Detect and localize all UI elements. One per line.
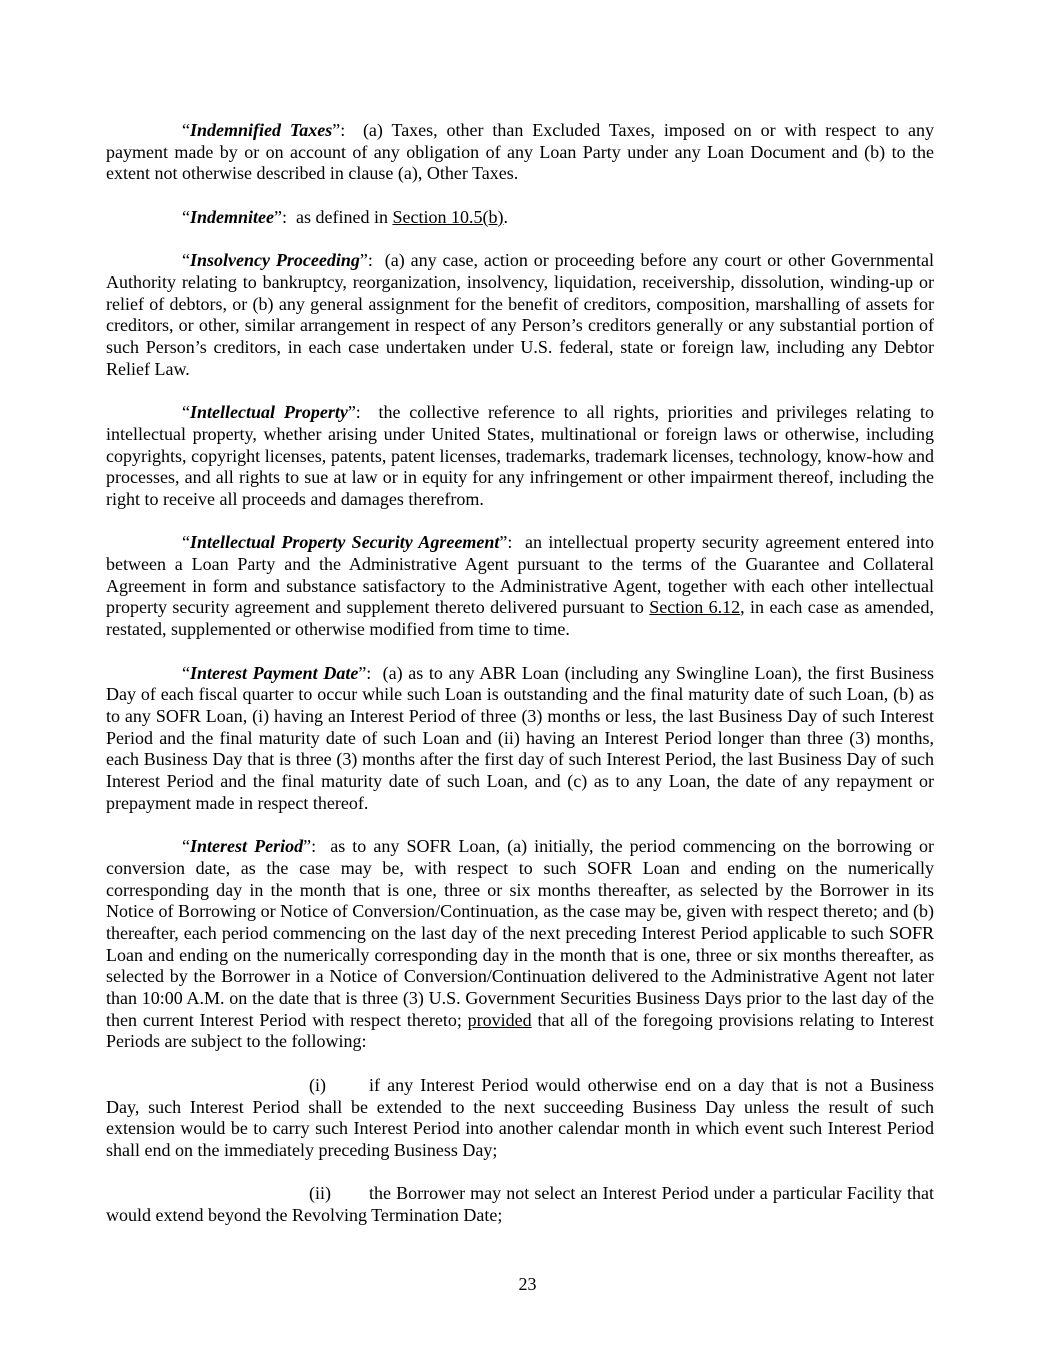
page-number: 23 xyxy=(518,1274,537,1294)
section-reference: Section 10.5(b) xyxy=(392,206,504,227)
subclause-paragraph xyxy=(106,1183,934,1226)
subclause-paragraph xyxy=(106,1075,934,1162)
section-reference: Section 6.12 xyxy=(649,597,741,618)
defined-term: Intellectual Property Security Agreement xyxy=(190,532,500,553)
text-segment: “ xyxy=(182,662,190,683)
text-segment: ”: (a) Taxes, other than Excluded Taxes, imposed on or with respect to any payment made by or on account of any obligation of any Loan Party under any Loan Document and (b) to the extent not otherwise described in clause (a), Other Taxes. xyxy=(106,120,934,184)
definition-paragraph xyxy=(106,532,934,641)
definition-paragraph xyxy=(106,402,934,511)
text-segment: “ xyxy=(182,120,190,140)
defined-term: Interest Payment Date xyxy=(190,662,359,683)
defined-term: Intellectual Property xyxy=(190,402,348,423)
defined-term: Interest Period xyxy=(190,836,304,857)
text-segment: , in each case as amended, restated, supplemented or otherwise modified from time to time. xyxy=(106,597,934,640)
clause-marker: (ii) xyxy=(309,1183,331,1204)
defined-term: Insolvency Proceeding xyxy=(190,250,360,271)
text-segment: ”: the collective reference to all rights, priorities and privileges relating to intellectual property, whether arising under United States, multinational or foreign laws or otherwise, including copyrights, copyright licenses, patents, patent licenses, trademarks, trademark licenses, technology, know-how and processes, and all rights to sue at law or in equity for any infringement or other impairment thereof, including the right to receive all proceeds and damages therefrom. xyxy=(106,402,935,509)
text-segment: “ xyxy=(182,206,190,227)
clause-marker: (i) xyxy=(309,1074,326,1095)
defined-term: Indemnitee xyxy=(190,206,274,227)
text-segment: ”: (a) as to any ABR Loan (including any Swingline Loan), the first Business Day of each fiscal quarter to occur while such Loan is outstanding and the final maturity date of such Loan, (b) as to any SOFR Loan, (i) having an Interest Period of three (3) months or less, the last Business Day of such Interest Period and the final maturity date of such Loan and (ii) having an Interest Period longer than three (3) months, each Business Day that is three (3) months after the first day of such Interest Period, the last Business Day of such Interest Period and the final maturity date of such Loan, and (c) as to any Loan, the date of any repayment or prepayment made in respect thereof. xyxy=(106,662,935,813)
text-segment: “ xyxy=(182,532,190,553)
definition-paragraph xyxy=(106,663,934,815)
text-segment: if any Interest Period would otherwise end on a day that is not a Business Day, such Interest Period shall be extended to the next succeeding Business Day unless the result of such extension would be to carry such Interest Period into another calendar month in which event such Interest Period shall end on the immediately preceding Business Day; xyxy=(106,1074,934,1160)
definition-paragraph xyxy=(106,207,934,229)
text-segment: ”: (a) any case, action or proceeding before any court or other Governmental Authority relating to bankruptcy, reorganization, insolvency, liquidation, receivership, dissolution, winding-up or relief of debtors, or (b) any general assignment for the benefit of creditors, composition, marshalling of assets for creditors, or other, similar arrangement in respect of any Person’s creditors generally or any substantial portion of such Person’s creditors, in each case undertaken under U.S. federal, state or foreign law, including any Debtor Relief Law. xyxy=(106,250,935,379)
text-segment: ”: as to any SOFR Loan, (a) initially, the period commencing on the borrowing or conversion date, as the case may be, with respect to such SOFR Loan and ending on the numerically corresponding day in the month that is one, three or six months thereafter, as selected by the Borrower in its Notice of Borrowing or Notice of Conversion/Continuation, as the case may be, given with respect thereto; and (b) thereafter, each period commencing on the last day of the next preceding Interest Period applicable to such SOFR Loan and ending on the numerically corresponding day in the month that is one, three or six months thereafter, as selected by the Borrower in a Notice of Conversion/Continuation delivered to the Administrative Agent not later than 10:00 A.M. on the date that is three (3) U.S. Government Securities Business Days prior to the last day of the then current Interest Period with respect thereto; xyxy=(106,836,934,1030)
defined-term: Indemnified Taxes xyxy=(190,120,333,140)
text-segment: “ xyxy=(182,402,190,423)
text-segment: the Borrower may not select an Interest Period under a particular Facility that would extend beyond the Revolving Termination Date; xyxy=(106,1183,934,1226)
definition-paragraph xyxy=(106,250,934,380)
text-segment: that all of the foregoing provisions relating to Interest Periods are subject to the following: xyxy=(106,1009,935,1052)
text-segment: . xyxy=(503,206,508,227)
definition-paragraph xyxy=(106,120,934,185)
text-segment: ”: an intellectual property security agreement entered into between a Loan Party and the Administrative Agent pursuant to the terms of the Guarantee and Collateral Agreement in form and substance satisfactory to the Administrative Agent, together with each other intellectual property security agreement and supplement thereto delivered pursuant to xyxy=(106,532,934,618)
definition-paragraph xyxy=(106,836,934,1053)
text-segment: “ xyxy=(182,250,190,271)
text-segment: ”: as defined in xyxy=(274,206,393,227)
section-reference: provided xyxy=(467,1009,532,1030)
document-body xyxy=(106,120,934,1248)
text-segment: “ xyxy=(182,836,190,857)
